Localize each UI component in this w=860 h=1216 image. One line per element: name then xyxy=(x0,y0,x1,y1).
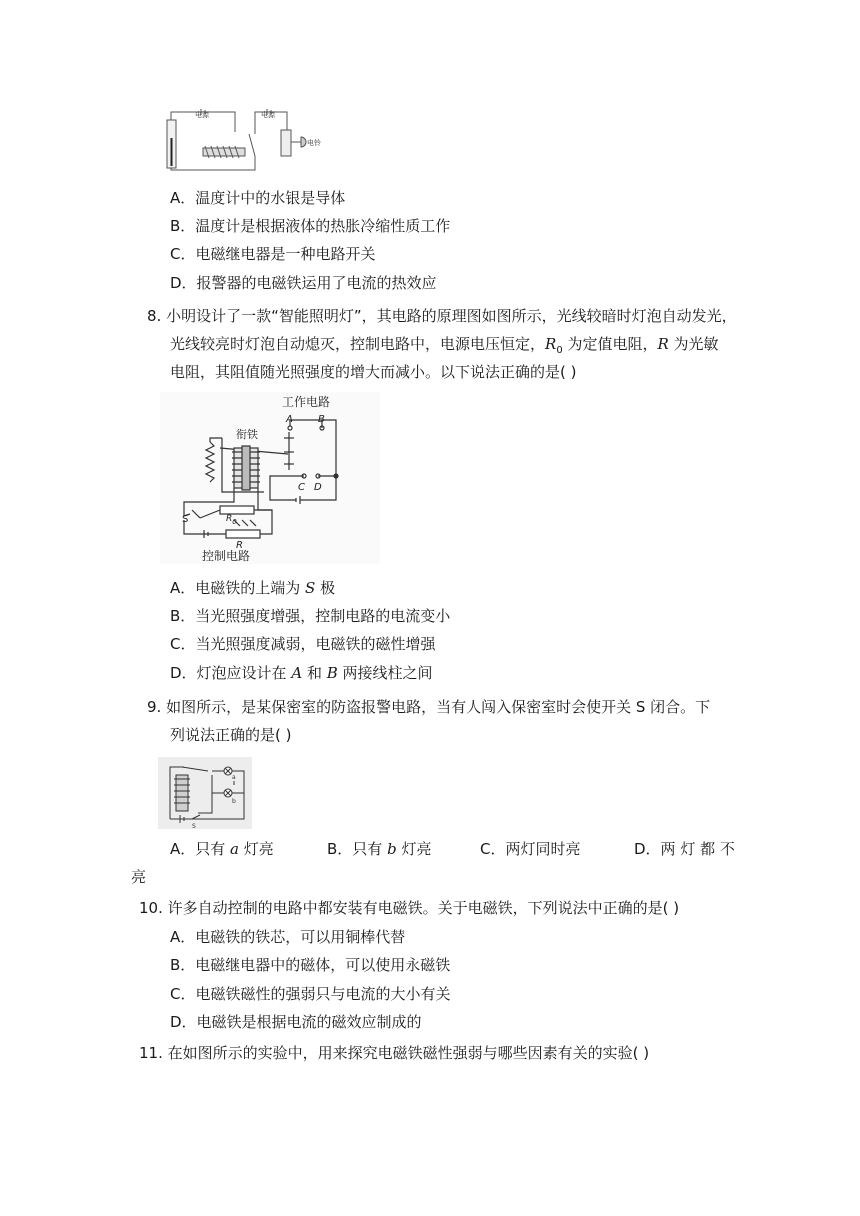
q9-option-b-var: b xyxy=(387,840,397,858)
q8-var-r0: R xyxy=(545,335,557,353)
q8-option-a-pre: A．电磁铁的上端为 xyxy=(170,579,306,597)
q8-armature-label: 衔铁 xyxy=(236,428,258,441)
q8-option-c: C．当光照强度减弱，电磁铁的磁性增强 xyxy=(170,635,436,653)
q8-var-r: R xyxy=(657,335,669,353)
q9-option-a xyxy=(170,839,274,859)
q8-stem-text-1: 小明设计了一款“智能照明灯”，其电路的原理图如图所示，光线较暗时灯泡自动发光， xyxy=(166,307,737,325)
q8-circuit-diagram xyxy=(160,392,380,564)
q8-var-r0-sub: 0 xyxy=(556,345,563,356)
q10-option-b: B．电磁继电器中的磁体，可以使用永磁铁 xyxy=(170,956,451,974)
q8-terminal-a-label: A xyxy=(286,414,293,425)
q7-figure xyxy=(163,108,323,172)
q8-number: 8. xyxy=(147,307,162,325)
q9-stem-text-1: 如图所示，是某保密室的防盗报警电路，当有人闯入保密室时会使开关 S 闭合。下 xyxy=(166,698,711,716)
q9-option-c: C．两灯同时亮 xyxy=(480,840,581,858)
q8-switch-label: S xyxy=(182,514,189,525)
q8-figure xyxy=(160,392,380,564)
q8-stem-text-2a: 光线较亮时灯泡自动熄灭，控制电路中，电源电压恒定， xyxy=(170,335,546,353)
q8-stem-line-1 xyxy=(147,306,737,326)
q8-stem-text-2b: 为定值电阻， xyxy=(562,335,658,353)
q7-circuit-diagram xyxy=(163,108,323,172)
q8-option-a xyxy=(170,578,335,598)
q10-option-d: D．电磁铁是根据电流的磁效应制成的 xyxy=(170,1013,422,1031)
q9-lamp-b-label: b xyxy=(232,798,236,805)
q9-option-b xyxy=(327,839,431,859)
q9-option-d: D．两 灯 都 不 xyxy=(634,840,735,858)
q9-figure xyxy=(158,757,252,829)
q7-power-label-2: 电源 xyxy=(261,111,275,119)
q7-option-a: A．温度计中的水银是导体 xyxy=(170,189,346,207)
q9-option-b-post: 灯亮 xyxy=(396,840,432,858)
q8-option-d-post: 两接线柱之间 xyxy=(337,664,433,682)
q9-stem-line-1 xyxy=(147,697,710,717)
q10-stem xyxy=(139,898,679,918)
q7-power-label-1: 电源 xyxy=(195,111,209,119)
q10-stem-text: 许多自动控制的电路中都安装有电磁铁。关于电磁铁，下列说法中正确的是( ) xyxy=(167,899,680,917)
q7-option-c: C．电磁继电器是一种电路开关 xyxy=(170,245,376,263)
q7-bell-label: 电铃 xyxy=(307,139,321,147)
q8-stem-line-3: 电阻，其阻值随光照强度的增大而减小。以下说法正确的是( ) xyxy=(170,363,577,381)
q8-control-circuit-label: 控制电路 xyxy=(202,549,251,563)
q8-option-d-mid: 和 xyxy=(302,664,327,682)
q11-stem-text: 在如图所示的实验中，用来探究电磁铁磁性强弱与哪些因素有关的实验( ) xyxy=(167,1044,650,1062)
q9-switch-label: S xyxy=(192,823,196,829)
q9-circuit-diagram xyxy=(158,757,252,829)
q8-work-circuit-label: 工作电路 xyxy=(282,395,331,409)
q8-r0-letter: R xyxy=(226,514,233,524)
q8-r-label: R xyxy=(236,540,243,551)
q11-number: 11. xyxy=(139,1044,163,1062)
q8-option-d xyxy=(170,663,433,683)
q8-terminal-b-label: B xyxy=(318,414,325,425)
q9-number: 9. xyxy=(147,698,162,716)
q8-option-d-pre: D．灯泡应设计在 xyxy=(170,664,292,682)
q8-option-b: B．当光照强度增强，控制电路的电流变小 xyxy=(170,607,451,625)
q8-stem-text-2c: 为光敏 xyxy=(668,335,719,353)
q8-stem-line-2 xyxy=(170,334,719,361)
q9-option-d-wrap: 亮 xyxy=(131,868,147,886)
q10-option-a: A．电磁铁的铁芯，可以用铜棒代替 xyxy=(170,928,406,946)
q9-option-b-pre: B．只有 xyxy=(327,840,388,858)
q8-terminal-d-label: D xyxy=(314,482,322,493)
q8-r0-subscript: 0 xyxy=(232,518,237,526)
q8-option-a-var: S xyxy=(305,579,316,597)
q9-lamp-a-label: a xyxy=(232,774,236,781)
q9-stem-line-2: 列说法正确的是( ) xyxy=(170,726,292,744)
q8-option-d-var2: B xyxy=(326,664,338,682)
q9-option-a-var: a xyxy=(230,840,239,858)
q10-option-c: C．电磁铁磁性的强弱只与电流的大小有关 xyxy=(170,985,451,1003)
q9-option-a-post: 灯亮 xyxy=(238,840,274,858)
q9-option-a-pre: A．只有 xyxy=(170,840,231,858)
q8-option-d-var1: A xyxy=(291,664,303,682)
q7-option-d: D．报警器的电磁铁运用了电流的热效应 xyxy=(170,274,437,292)
q8-option-a-post: 极 xyxy=(315,579,336,597)
q10-number: 10. xyxy=(139,899,163,917)
q8-terminal-c-label: C xyxy=(298,482,305,493)
q11-stem xyxy=(139,1043,649,1063)
q7-option-b: B．温度计是根据液体的热胀冷缩性质工作 xyxy=(170,217,451,235)
